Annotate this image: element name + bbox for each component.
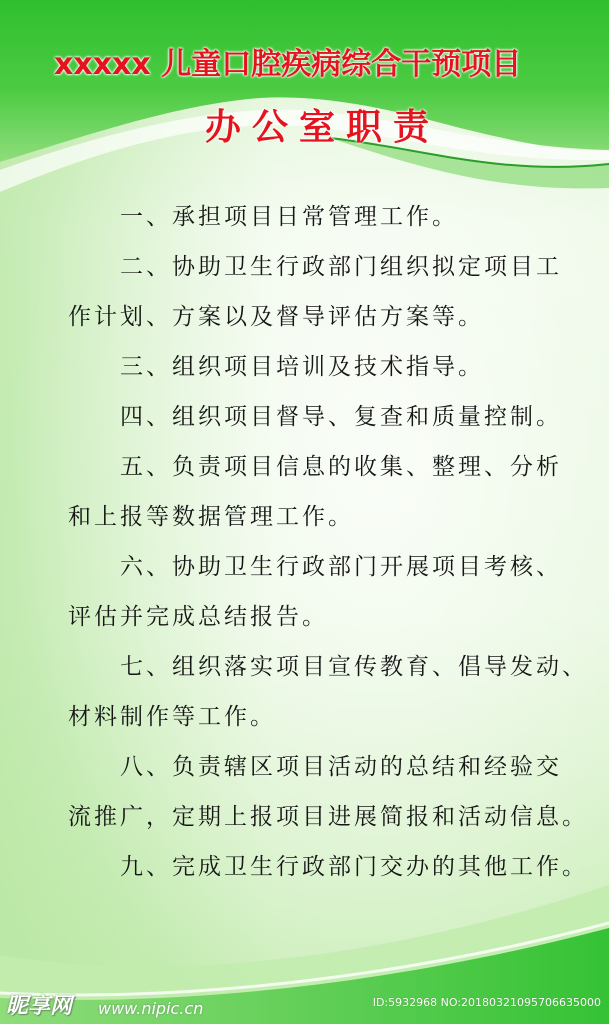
duty-line: 八、负责辖区项目活动的总结和经验交 — [120, 754, 562, 780]
duty-line: 九、完成卫生行政部门交办的其他工作。 — [120, 854, 588, 880]
image-id-text: ID:5932968 NO:20180321095706635000 — [372, 996, 601, 1009]
duty-item-7 — [68, 642, 598, 742]
duty-line: 五、负责项目信息的收集、整理、分析 — [120, 454, 562, 480]
duty-item-6 — [68, 542, 598, 642]
duty-line: 七、组织落实项目宣传教育、倡导发动、 — [120, 654, 588, 680]
duty-item-5 — [68, 442, 598, 542]
duty-line: 三、组织项目培训及技术指导。 — [120, 354, 484, 380]
duty-item-3 — [68, 342, 598, 392]
duty-line: 四、组织项目督导、复查和质量控制。 — [120, 404, 562, 430]
duty-line: 材料制作等工作。 — [68, 704, 276, 730]
duty-item-9 — [68, 842, 598, 892]
duty-line: 作计划、方案以及督导评估方案等。 — [68, 304, 484, 330]
duty-line: 评估并完成总结报告。 — [68, 604, 328, 630]
poster-title: xxxxx 儿童口腔疾病综合干预项目 — [54, 47, 522, 82]
duty-line: 和上报等数据管理工作。 — [68, 504, 354, 530]
duty-item-8 — [68, 742, 598, 842]
duty-line: 一、承担项目日常管理工作。 — [120, 204, 458, 230]
duty-item-2 — [68, 242, 598, 342]
watermark-logo: 昵享网 — [6, 994, 73, 1019]
duty-line: 流推广，定期上报项目进展简报和活动信息。 — [68, 804, 588, 830]
poster-subtitle: 办公室职责 — [205, 107, 441, 148]
duty-item-4 — [68, 392, 598, 442]
duty-line: 六、协助卫生行政部门开展项目考核、 — [120, 554, 562, 580]
watermark-url: www.nipic.cn — [98, 999, 204, 1018]
duties-list — [68, 192, 598, 892]
duty-line: 二、协助卫生行政部门组织拟定项目工 — [120, 254, 562, 280]
duty-item-1 — [68, 192, 598, 242]
